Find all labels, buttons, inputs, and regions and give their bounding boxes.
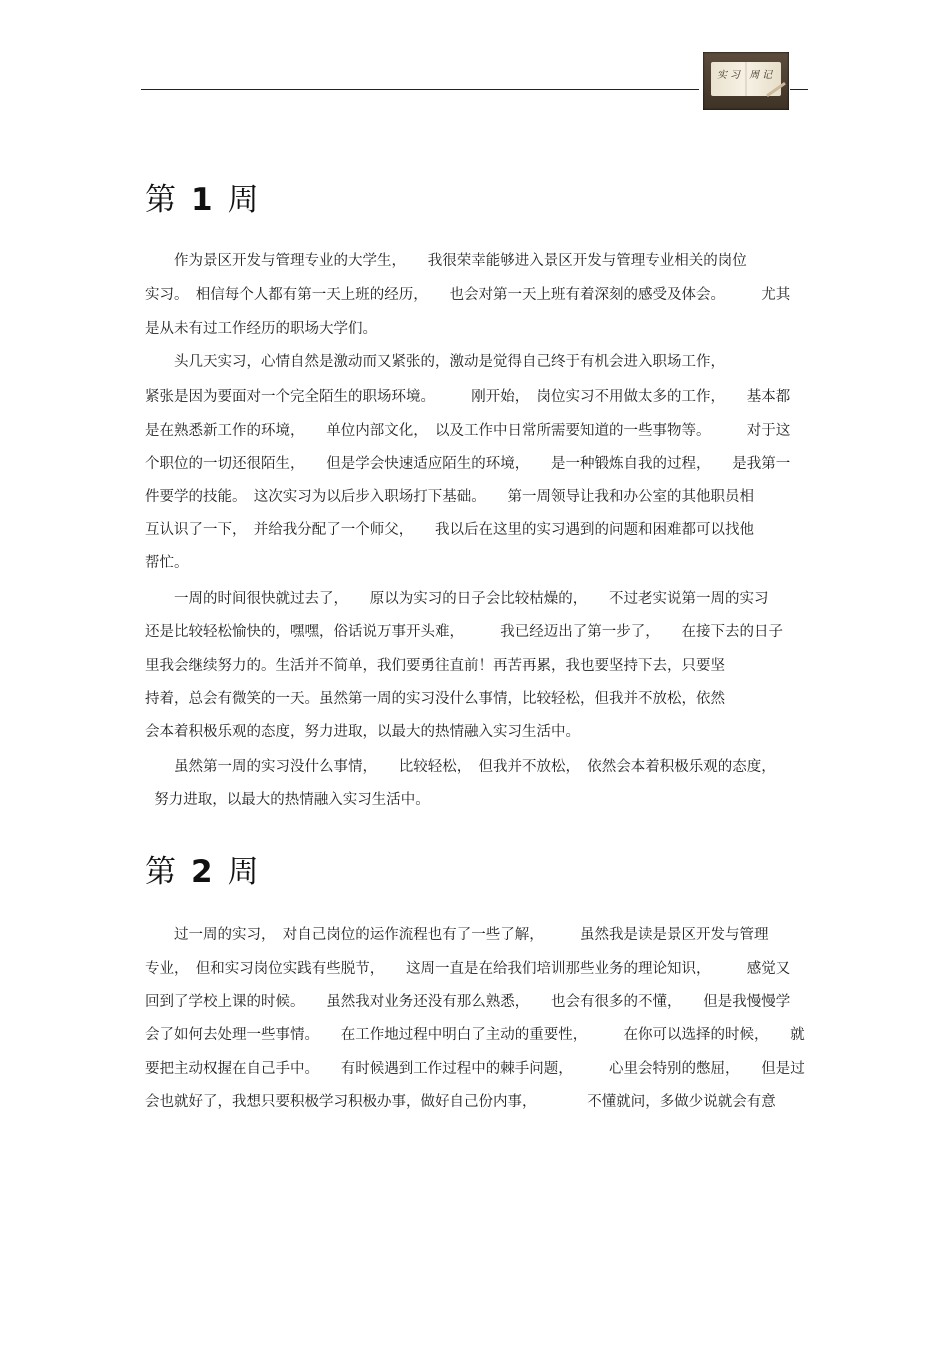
paragraph-line: 会也就好了，我想只要积极学习积极办事，做好自己份内事， 不懂就问，多做少说就会有意 [145, 1094, 776, 1110]
paragraph-line: 虽然第一周的实习没什么事情， 比较轻松， 但我并不放松， 依然会本着积极乐观的态度， [145, 759, 776, 775]
paragraph-line: 专业， 但和实习岗位实践有些脱节， 这周一直是在给我们培训那些业务的理论知识， 感觉又 [145, 961, 791, 977]
paragraph-line: 持着，总会有微笑的一天。虽然第一周的实习没什么事情，比较轻松，但我并不放松，依然 [145, 691, 725, 707]
journal-logo [703, 52, 789, 110]
paragraph-line: 会了如何去处理一些事情。 在工作地过程中明白了主动的重要性， 在你可以选择的时候， 就 [145, 1027, 805, 1043]
paragraph-line: 紧张是因为要面对一个完全陌生的职场环境。 刚开始， 岗位实习不用做太多的工作， 基本都 [145, 389, 791, 405]
title-suffix: 周 [227, 854, 260, 890]
paragraph-line: 是从未有过工作经历的职场大学们。 [145, 321, 377, 337]
paragraph-line: 互认识了一下， 并给我分配了一个师父， 我以后在这里的实习遇到的问题和困难都可以找他 [145, 522, 754, 538]
paragraph-line: 会本着积极乐观的态度，努力进取，以最大的热情融入实习生活中。 [145, 724, 580, 740]
title-prefix: 第 [145, 182, 177, 218]
paragraph-line: 回到了学校上课的时候。 虽然我对业务还没有那么熟悉， 也会有很多的不懂， 但是我慢慢学 [145, 994, 791, 1010]
header-rule-right [790, 89, 808, 90]
paragraph-line: 个职位的一切还很陌生， 但是学会快速适应陌生的环境， 是一种锻炼自我的过程， 是我第一 [145, 456, 791, 472]
section-title-week-2 [145, 846, 260, 891]
logo-text: 实习 周记 [716, 70, 776, 81]
header-rule [141, 89, 699, 90]
paragraph-line: 实习。 相信每个人都有第一天上班的经历， 也会对第一天上班有着深刻的感受及体会。 尤其 [145, 287, 791, 303]
paragraph-line: 一周的时间很快就过去了， 原以为实习的日子会比较枯燥的， 不过老实说第一周的实习 [145, 591, 769, 607]
title-number: 1 [191, 182, 214, 218]
paragraph-line: 件要学的技能。 这次实习为以后步入职场打下基础。 第一周领导让我和办公室的其他职员相 [145, 489, 754, 505]
paragraph-line: 还是比较轻松愉快的，嘿嘿，俗话说万事开头难， 我已经迈出了第一步了， 在接下去的日子 [145, 624, 783, 640]
paragraph-line: 是在熟悉新工作的环境， 单位内部文化， 以及工作中日常所需要知道的一些事物等。 对于这 [145, 423, 791, 439]
paragraph-line: 过一周的实习， 对自己岗位的运作流程也有了一些了解， 虽然我是读是景区开发与管理 [145, 927, 769, 943]
paragraph-line: 作为景区开发与管理专业的大学生， 我很荣幸能够进入景区开发与管理专业相关的岗位 [145, 253, 747, 269]
paragraph-line: 努力进取，以最大的热情融入实习生活中。 [145, 792, 430, 808]
paragraph-line: 帮忙。 [145, 555, 189, 571]
title-number: 2 [191, 854, 214, 890]
paragraph-line: 里我会继续努力的。生活并不简单，我们要勇往直前！再苦再累，我也要坚持下去，只要坚 [145, 658, 725, 674]
title-suffix: 周 [227, 182, 260, 218]
section-title-week-1 [145, 174, 260, 219]
title-prefix: 第 [145, 854, 177, 890]
paragraph-line: 头几天实习，心情自然是激动而又紧张的，激动是觉得自己终于有机会进入职场工作， [145, 354, 725, 370]
paragraph-line: 要把主动权握在自己手中。 有时候遇到工作过程中的棘手问题， 心里会特别的憋屈， 但是过 [145, 1061, 805, 1077]
